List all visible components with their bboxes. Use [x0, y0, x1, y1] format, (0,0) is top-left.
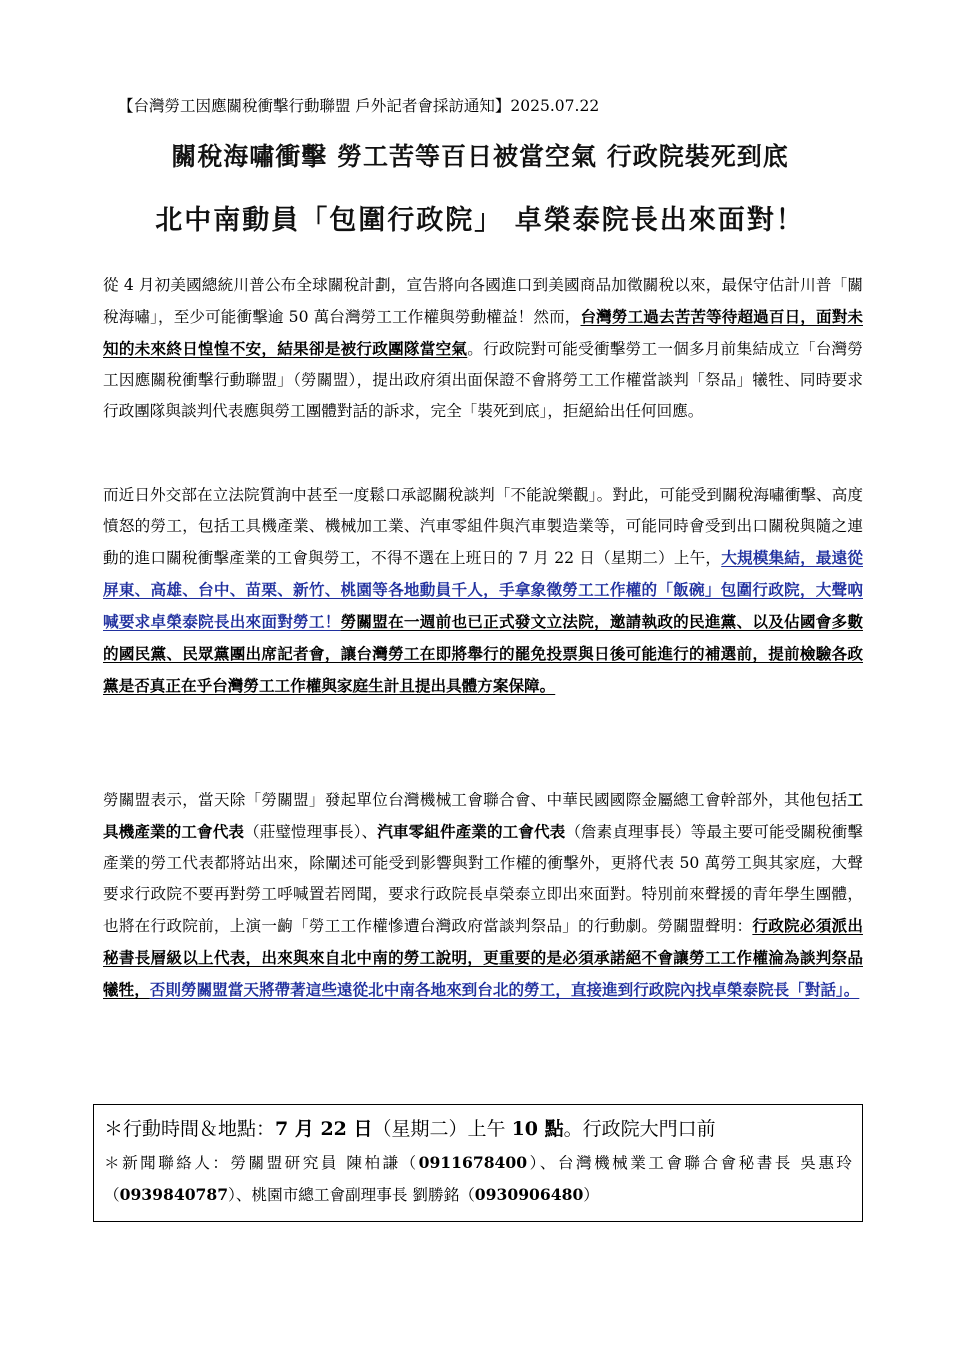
paragraph-statement	[103, 784, 863, 1006]
paragraph-statement-text-2: （莊璧愷理事長）、	[244, 823, 378, 841]
event-hour: 10 點	[511, 1118, 564, 1140]
paragraph-intro-emphasis: 台灣勞工過去苦苦等待超過百日，面對未知的未來終日惶惶不安，結果卻是被行政團隊當空氣	[103, 307, 863, 358]
paragraph-statement-emphasis: 行政院必須派出秘書長層級以上代表，出來與來自北中南的勞工說明，更重要的是必須承諾絕不會讓勞工工作權淪為談判祭品犧牲，	[103, 916, 863, 999]
contact-phone-3: 0930906480	[474, 1185, 584, 1204]
headline-secondary: 北中南動員「包圍行政院」 卓榮泰院長出來面對！	[155, 205, 805, 236]
press-contacts	[104, 1147, 852, 1211]
headline-primary: 關稅海嘯衝擊 勞工苦等百日被當空氣 行政院裝死到底	[171, 142, 789, 171]
paragraph-statement-bold-1: 工具機產業的工會代表	[103, 790, 863, 841]
contact-phone-2: 0939840787	[119, 1185, 229, 1204]
contact-phone-1: 0911678400	[418, 1153, 528, 1172]
event-info-box	[93, 1104, 863, 1222]
paragraph-statement-bold-2: 汽車零組件產業的工會代表	[377, 822, 566, 841]
notice-header: 【台灣勞工因應關稅衝擊行動聯盟 戶外記者會採訪通知】2025.07.22	[118, 97, 600, 115]
event-place: 。行政院大門口前	[563, 1118, 716, 1140]
paragraph-statement-text-1: 勞關盟表示，當天除「勞關盟」發起單位台灣機械工會聯合會、中華民國國際金屬總工會幹部外，其他包括	[103, 791, 848, 809]
paragraph-intro-text-1: 從 4 月初美國總統川普公布全球關稅計劃，宣告將向各國進口到美國商品加徵關稅以來，最保守估計川普「關稅海嘯」，至少可能衝擊逾 50 萬台灣勞工工作權與勞動權益！然而，	[103, 276, 863, 326]
paragraph-mobilization-text-1: 而近日外交部在立法院質詢中甚至一度鬆口承認關稅談判「不能說樂觀」。對此，可能受到關稅海嘯衝擊、高度憤怒的勞工，包括工具機產業、機械加工業、汽車零組件與汽車製造業等，可能同時會受到出口關稅與隨之連動的進口關稅衝擊產業的工會與勞工，不得不選在上班日的 7 月 22 日（星期二）上午，	[103, 486, 863, 567]
contact-end: ）	[583, 1186, 599, 1204]
paragraph-intro-text-2: 。行政院對可能受衝擊勞工一個多月前集結成立「台灣勞工因應關稅衝擊行動聯盟」（勞關盟），提出政府須出面保證不會將勞工工作權當談判「祭品」犧牲、同時要求行政團隊與談判代表應與勞工團體對話的訴求，完全「裝死到底」，拒絕給出任何回應。	[103, 340, 863, 420]
paragraph-statement-text-3: （詹素貞理事長）等最主要可能受關稅衝擊產業的勞工代表都將站出來，除闡述可能受到影響與對工作權的衝擊外，更將代表 50 萬勞工與其家庭，大聲要求行政院不要再對勞工呼喊置若罔聞，要求行政院長卓榮泰立即出來面對。特別前來聲援的青年學生團體，也將在行政院前，上演一齣「勞工工作權慘遭台灣政府當談判祭品」的行動劇。勞關盟聲明：	[103, 823, 863, 935]
event-time-label: ＊行動時間＆地點：	[104, 1118, 276, 1140]
contact-label: ＊新聞聯絡人：勞關盟研究員 陳柏謙（	[104, 1154, 419, 1172]
paragraph-mobilization-emphasis: 勞關盟在一週前也已正式發文立法院，邀請執政的民進黨、以及佔國會多數的國民黨、民眾黨團出席記者會，讓台灣勞工在即將舉行的罷免投票與日後可能進行的補選前，提前檢驗各政黨是否真正在乎台灣勞工工作權與家庭生計且提出具體方案保障。	[103, 612, 863, 695]
event-date: 7 月 22 日	[275, 1118, 373, 1140]
paragraph-intro	[103, 270, 863, 427]
contact-mid-1: ）、台灣機械業工會聯合會秘書長 吳惠玲（	[104, 1154, 852, 1204]
event-weekday: （星期二）上午	[372, 1118, 512, 1140]
contact-mid-2: ）、桃園市總工會副理事長 劉勝銘（	[228, 1186, 475, 1204]
paragraph-statement-highlight: 否則勞關盟當天將帶著這些遠從北中南各地來到台北的勞工，直接進到行政院內找卓榮泰院長「對話」。	[149, 980, 860, 999]
event-time-place	[104, 1111, 852, 1147]
paragraph-mobilization	[103, 480, 863, 702]
paragraph-mobilization-highlight: 大規模集結，最遠從屏東、高雄、台中、苗栗、新竹、桃園等各地動員千人，手拿象徵勞工工作權的「飯碗」包圍行政院，大聲吶喊要求卓榮泰院長出來面對勞工！	[103, 548, 863, 631]
